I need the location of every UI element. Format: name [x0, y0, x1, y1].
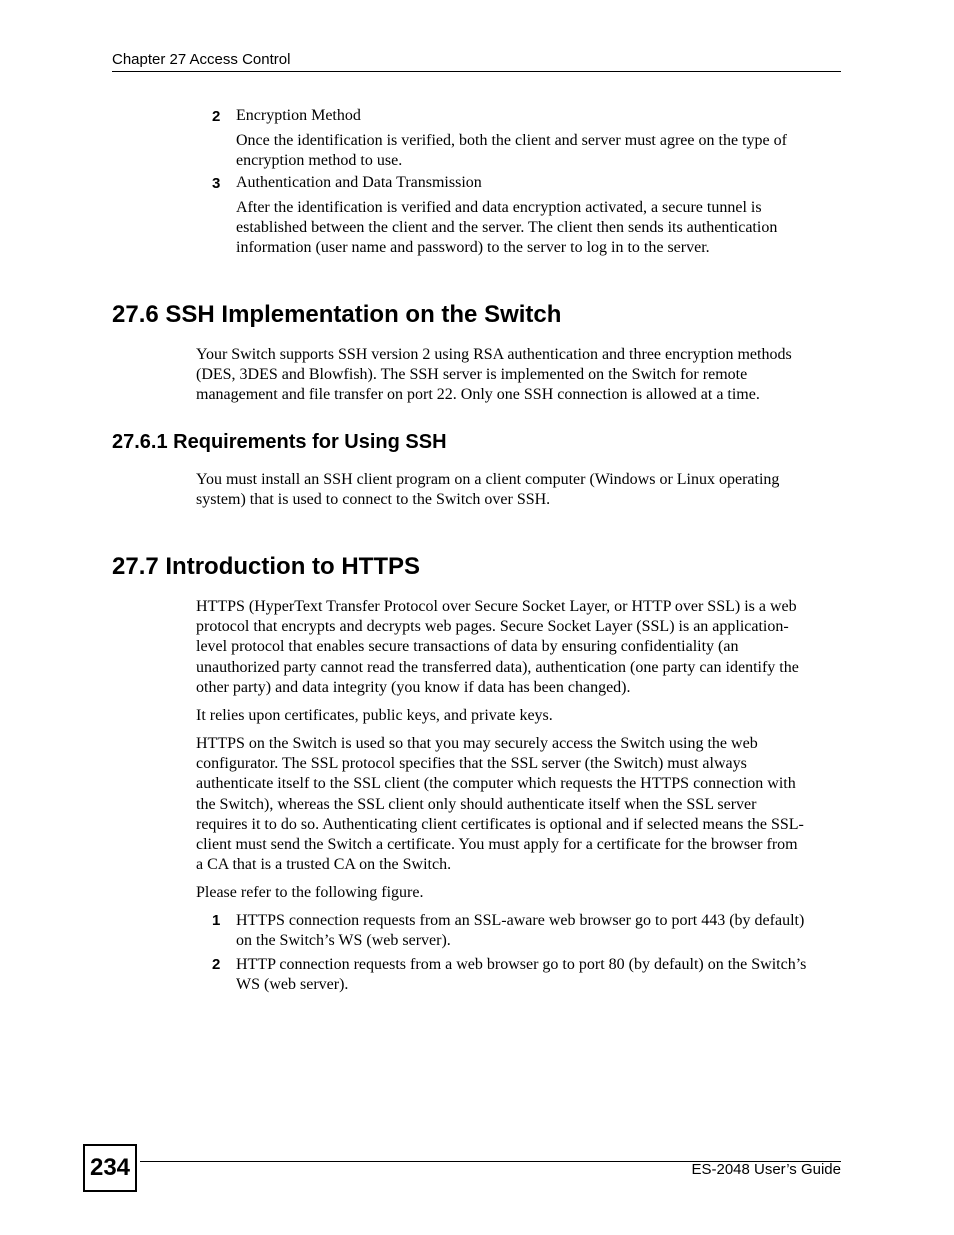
subsection-heading: 27.6.1 Requirements for Using SSH [112, 431, 447, 453]
chapter-header: Chapter 27 Access Control [112, 51, 291, 68]
paragraph [196, 597, 846, 698]
text-line: management and file transfer on port 22. Only one SSH connection is allowed at a time. [196, 386, 760, 404]
step-title: Authentication and Data Transmission [236, 174, 482, 191]
text-line: configurator. The SSL protocol specifies that the SSL server (the Switch) must always [196, 755, 747, 773]
text-line: Once the identification is verified, both the client and server must agree on the type of [236, 132, 787, 149]
paragraph [196, 706, 846, 726]
step-body [236, 131, 842, 171]
text-line: established between the client and the server. The client then sends its authentication [236, 219, 778, 236]
text-line: Your Switch supports SSH version 2 using RSA authentication and three encryption methods [196, 346, 792, 363]
section-heading: 27.6 SSH Implementation on the Switch [112, 301, 562, 328]
text-line: You must install an SSH client program on a client computer (Windows or Linux operating [196, 471, 780, 488]
text-line: requires it to do so. Authenticating client certificates is optional and if selected means the SSL- [196, 815, 804, 833]
text-line: It relies upon certificates, public keys, and private keys. [196, 707, 553, 724]
text-line: HTTPS (HyperText Transfer Protocol over Secure Socket Layer, or HTTP over SSL) is a web [196, 598, 797, 615]
step-title: Encryption Method [236, 107, 361, 124]
step-number: 2 [212, 108, 221, 125]
text-line: protocol that encrypts and decrypts web pages. Secure Socket Layer (SSL) is an application- [196, 618, 789, 636]
text-line: HTTPS connection requests from an SSL-aware web browser go to port 443 (by default) [236, 912, 805, 929]
section-body [196, 345, 846, 406]
text-line: After the identification is verified and data encryption activated, a secure tunnel is [236, 199, 762, 216]
step-body [236, 911, 842, 951]
section-heading: 27.7 Introduction to HTTPS [112, 553, 421, 580]
step-body [236, 198, 842, 258]
text-line: authenticate itself to the SSL client (the computer which requests the HTTPS connection with [196, 775, 796, 793]
text-line: on the Switch’s WS (web server). [236, 932, 451, 949]
header-rule [112, 71, 841, 72]
text-line: system) that is used to connect to the Switch over SSH. [196, 491, 551, 509]
text-line: Please refer to the following figure. [196, 884, 424, 901]
paragraph [196, 734, 846, 875]
text-line: HTTP connection requests from a web browser go to port 80 (by default) on the Switch’s [236, 956, 807, 973]
step-number: 2 [212, 956, 221, 973]
text-line: the Switch), whereas the SSL client only should authenticate itself when the SSL server [196, 795, 757, 813]
page-number: 234 [83, 1144, 137, 1192]
section-body [196, 470, 846, 510]
text-line: unauthorized party cannot read the transferred data), authentication (one party can identify the [196, 658, 799, 676]
text-line: level protocol that enables secure transactions of data by ensuring confidentiality (an [196, 638, 739, 656]
text-line: information (user name and password) to the server to log in to the server. [236, 239, 710, 256]
step-number: 1 [212, 912, 221, 929]
text-line: other party) and data integrity (you know if data has been changed). [196, 678, 631, 696]
text-line: client must send the Switch a certificate. You must apply for a certificate for the browser from [196, 836, 798, 854]
text-line: WS (web server). [236, 976, 349, 993]
text-line: a CA that is a trusted CA on the Switch. [196, 856, 452, 874]
text-line: HTTPS on the Switch is used so that you may securely access the Switch using the web [196, 735, 758, 752]
text-line: encryption method to use. [236, 152, 403, 169]
text-line: (DES, 3DES and Blowfish). The SSH server is implemented on the Switch for remote [196, 366, 748, 384]
guide-title: ES-2048 User’s Guide [691, 1161, 841, 1178]
step-number: 3 [212, 175, 221, 192]
step-body [236, 955, 842, 995]
paragraph [196, 883, 846, 903]
